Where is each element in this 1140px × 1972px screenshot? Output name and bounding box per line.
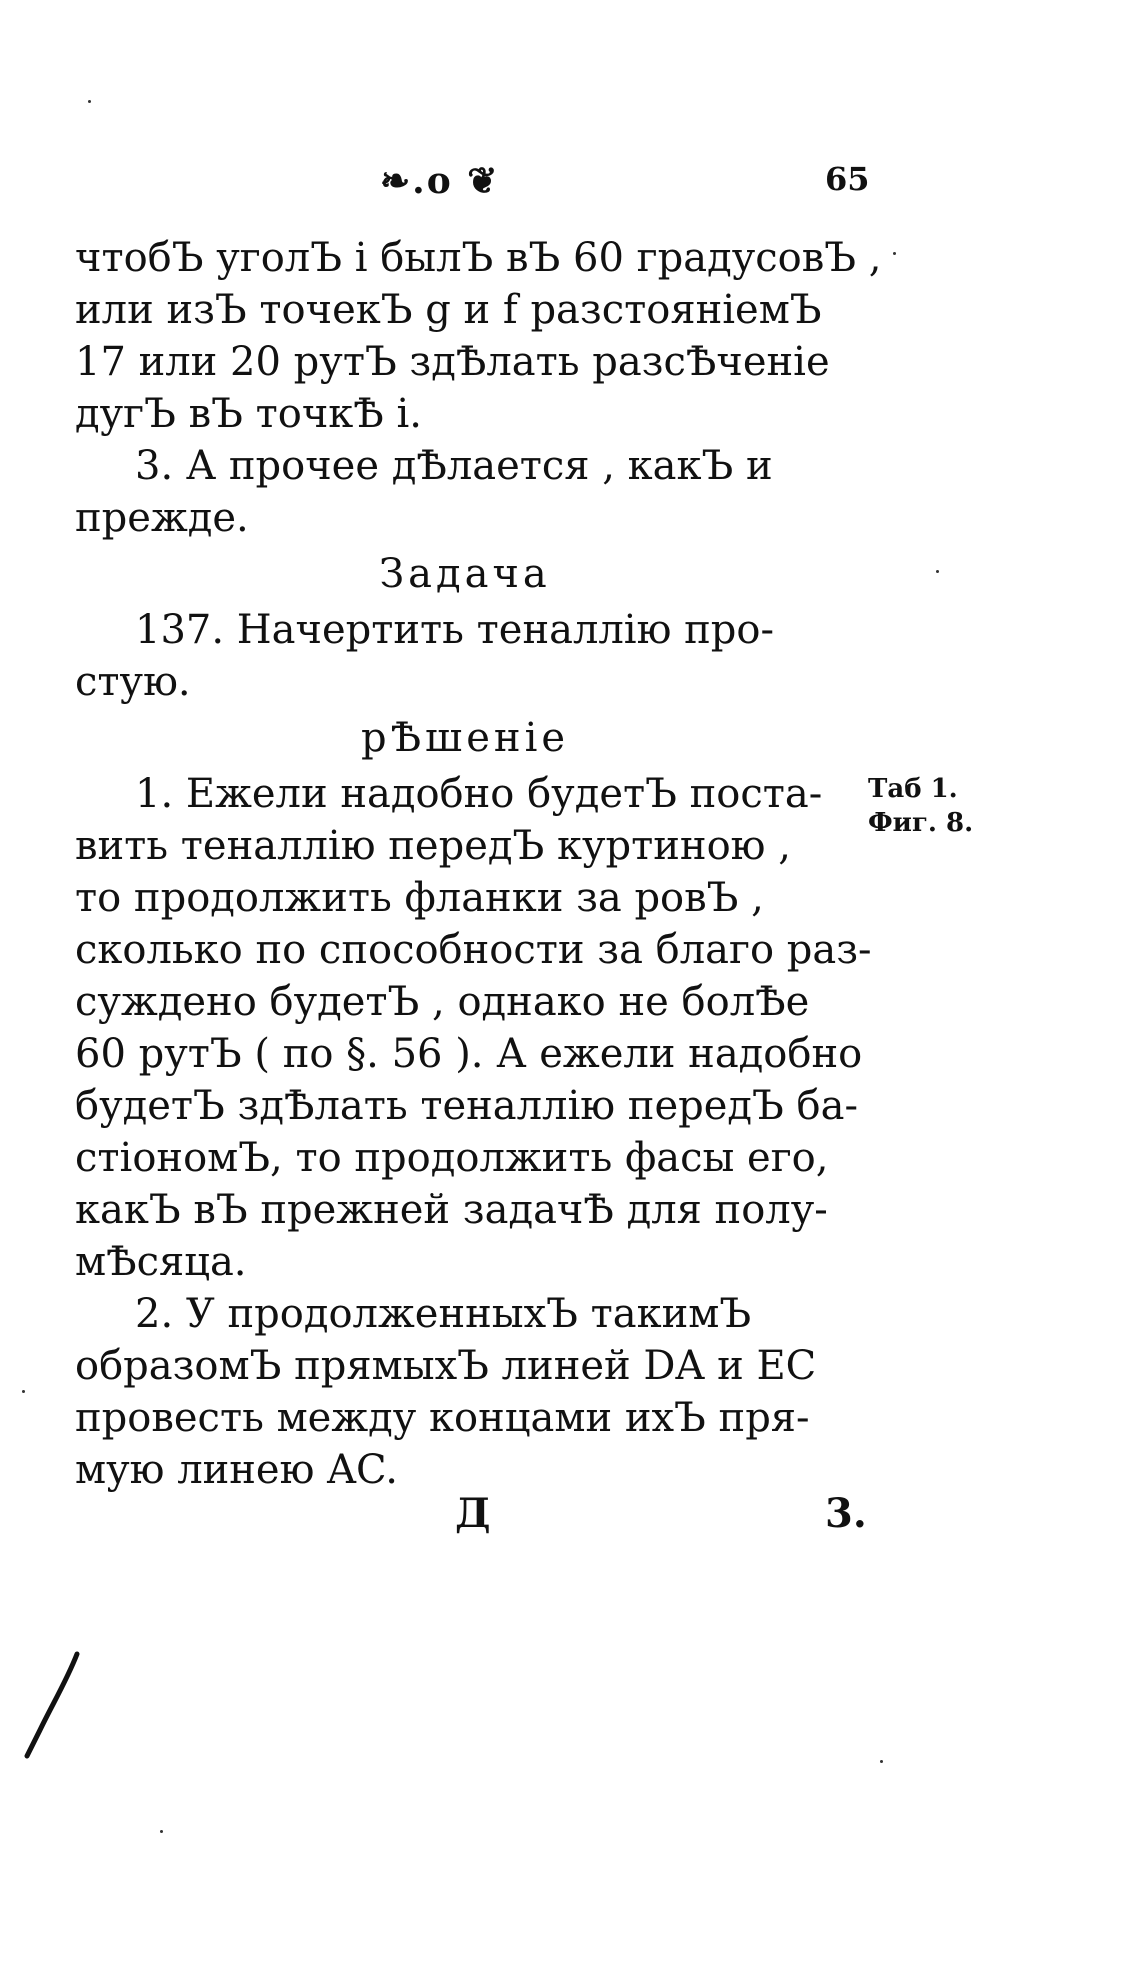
catchword: 3. [825,1490,867,1537]
text-line: то продолжить фланки за ровЪ , [75,875,764,921]
text-line: образомЪ прямыхЪ линей DA и EC [75,1343,817,1389]
text-line: провесть между концами ихЪ пря- [75,1395,810,1441]
header-ornament: ❧.o ❦ [380,160,500,202]
main-text [75,232,882,1496]
page-number: 65 [825,160,870,198]
paper-speck [160,1830,163,1833]
solution-paragraph [75,768,872,1288]
text-line: мѢсяца. [75,1239,247,1285]
text-line: 60 рутЪ ( по §. 56 ). А ежели надобно [75,1031,863,1077]
margin-figure-reference [868,772,973,840]
paragraph [75,232,882,440]
solution-paragraph [75,1288,855,1496]
text-line: 17 или 20 рутЪ здѢлать разсѢченіе [75,339,830,385]
text-line: стіономЪ, то продолжить фасы его, [75,1135,829,1181]
paper-speck [22,1390,25,1393]
paragraph [75,440,855,544]
text-line: вить теналлію передЪ куртиною , [75,823,791,869]
text-line: чтобЪ уголЪ і былЪ вЪ 60 градусовЪ , [75,235,882,281]
running-header [0,160,1140,210]
signature-mark: Д [455,1490,491,1537]
task-paragraph [75,604,855,708]
text-line: 137. Начертить теналлію про- [135,607,774,653]
task-heading: Задача [379,551,551,597]
text-line: прежде. [75,495,249,541]
text-line: суждено будетЪ , однако не болѢе [75,979,810,1025]
pen-stroke-mark [22,1650,82,1760]
text-line: дугЪ вЪ точкѢ і. [75,391,422,437]
paper-speck [936,570,939,573]
text-line: 1. Ежели надобно будетЪ поста- [135,771,823,817]
paper-speck [880,1760,883,1763]
margin-note-line: Фиг. 8. [868,808,974,838]
text-line: какЪ вЪ прежней задачѢ для полу- [75,1187,828,1233]
text-line: мую линею AC. [75,1447,398,1493]
catchwords [0,1490,1140,1540]
text-line: стую. [75,659,191,705]
text-line: сколько по способности за благо раз- [75,927,872,973]
text-line: или изЪ точекЪ g и f разстояніемЪ [75,287,822,333]
paper-speck [893,252,896,255]
solution-heading: рѢшеніе [360,715,570,761]
text-line: 2. У продолженныхЪ такимЪ [135,1291,752,1337]
margin-note-line: Таб 1. [868,774,958,804]
paper-speck [88,100,91,103]
text-line: будетЪ здѢлать теналлію передЪ ба- [75,1083,858,1129]
text-line: 3. А прочее дѢлается , какЪ и [135,443,773,489]
